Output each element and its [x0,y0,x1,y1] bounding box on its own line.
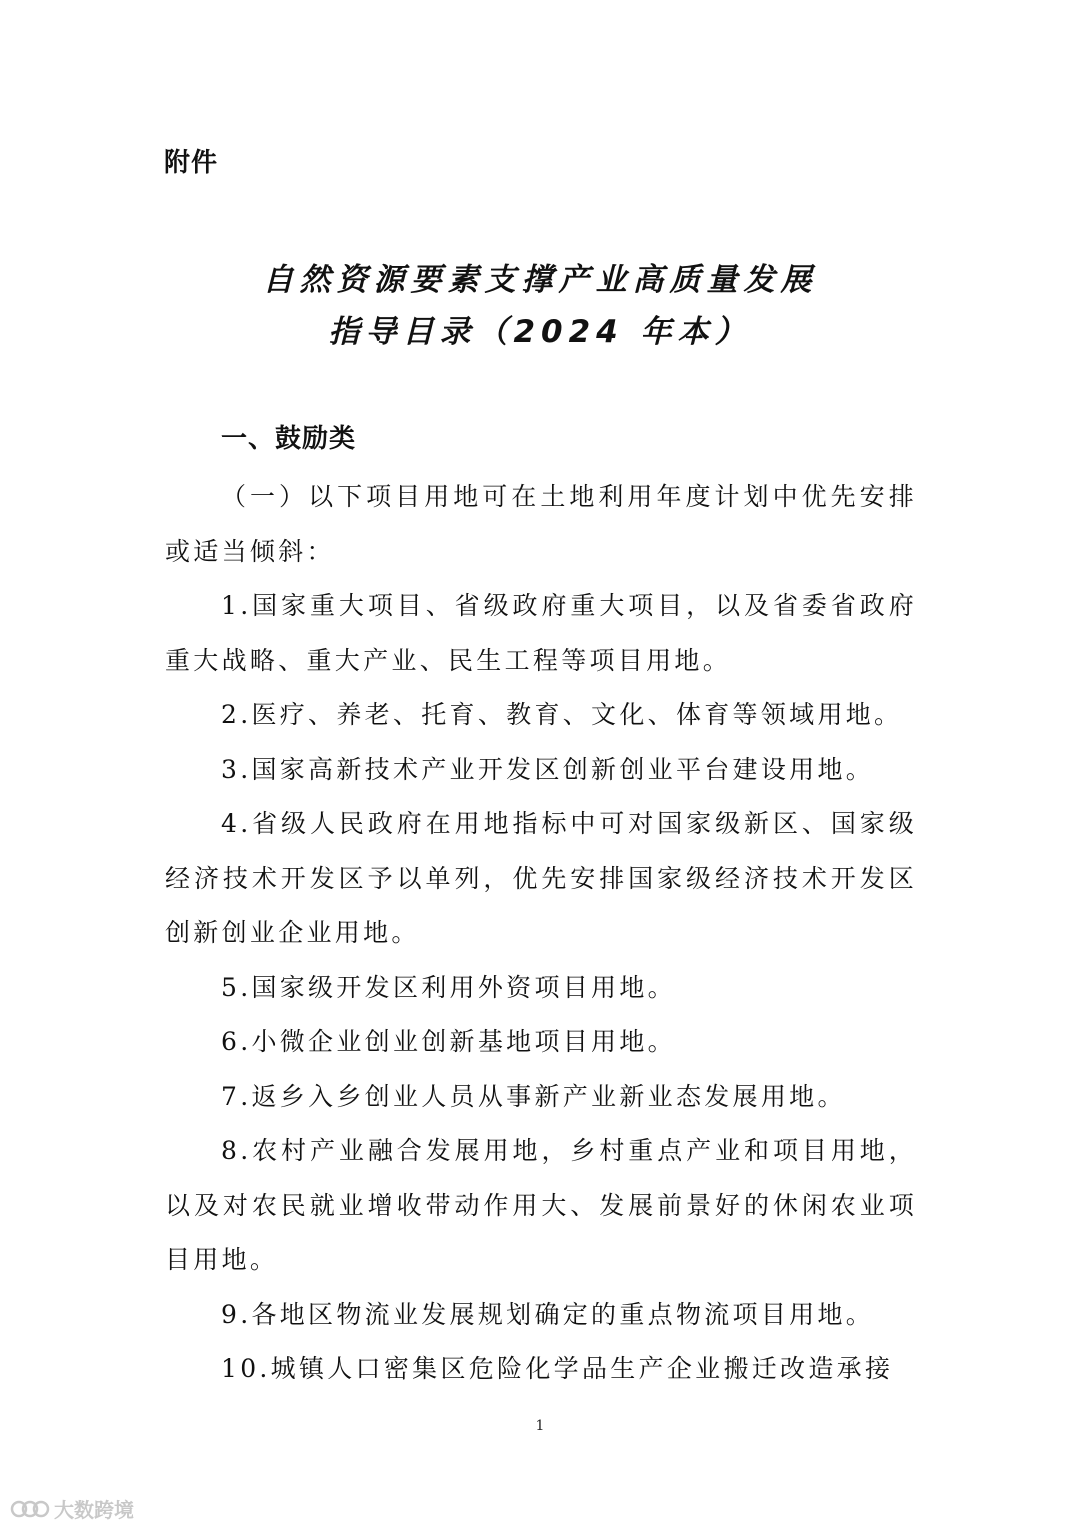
paragraph: 2.医疗、养老、托育、教育、文化、体育等领域用地。 [221,700,903,729]
paragraph: 10.城镇人口密集区危险化学品生产企业搬迁改造承接 [221,1354,894,1383]
section-heading: 一、鼓励类 [221,424,357,454]
attachment-label: 附件 [164,148,219,178]
paragraph: 6.小微企业创业创新基地项目用地。 [221,1027,676,1056]
watermark-logo-icon [10,1498,50,1520]
document-title-line-2: 指导目录（2024 年本） [328,314,752,350]
document-body [165,470,917,1397]
paragraph: 3.国家高新技术产业开发区创新创业平台建设用地。 [221,754,875,784]
page-number: 1 [535,1418,545,1434]
watermark [10,1494,134,1523]
paragraph: 8.农村产业融合发展用地，乡村重点产业和项目用地，以及对农民就业增收带动作用大、发展前景好的休闲农业项目用地。 [165,1136,917,1274]
watermark-text: 大数跨境 [54,1498,134,1522]
document-title-line-1: 自然资源要素支撑产业高质量发展 [262,262,818,298]
paragraph: 9.各地区物流业发展规划确定的重点物流项目用地。 [221,1299,875,1329]
paragraph: 1.国家重大项目、省级政府重大项目，以及省委省政府重大战略、重大产业、民生工程等项目用地。 [165,591,917,675]
paragraph: 7.返乡入乡创业人员从事新产业新业态发展用地。 [221,1081,846,1111]
paragraph: 5.国家级开发区利用外资项目用地。 [221,972,676,1002]
paragraph: 4.省级人民政府在用地指标中可对国家级新区、国家级经济技术开发区予以单列，优先安排国家级经济技术开发区创新创业企业用地。 [165,809,917,947]
paragraph: （一）以下项目用地可在土地利用年度计划中优先安排或适当倾斜： [165,482,917,566]
